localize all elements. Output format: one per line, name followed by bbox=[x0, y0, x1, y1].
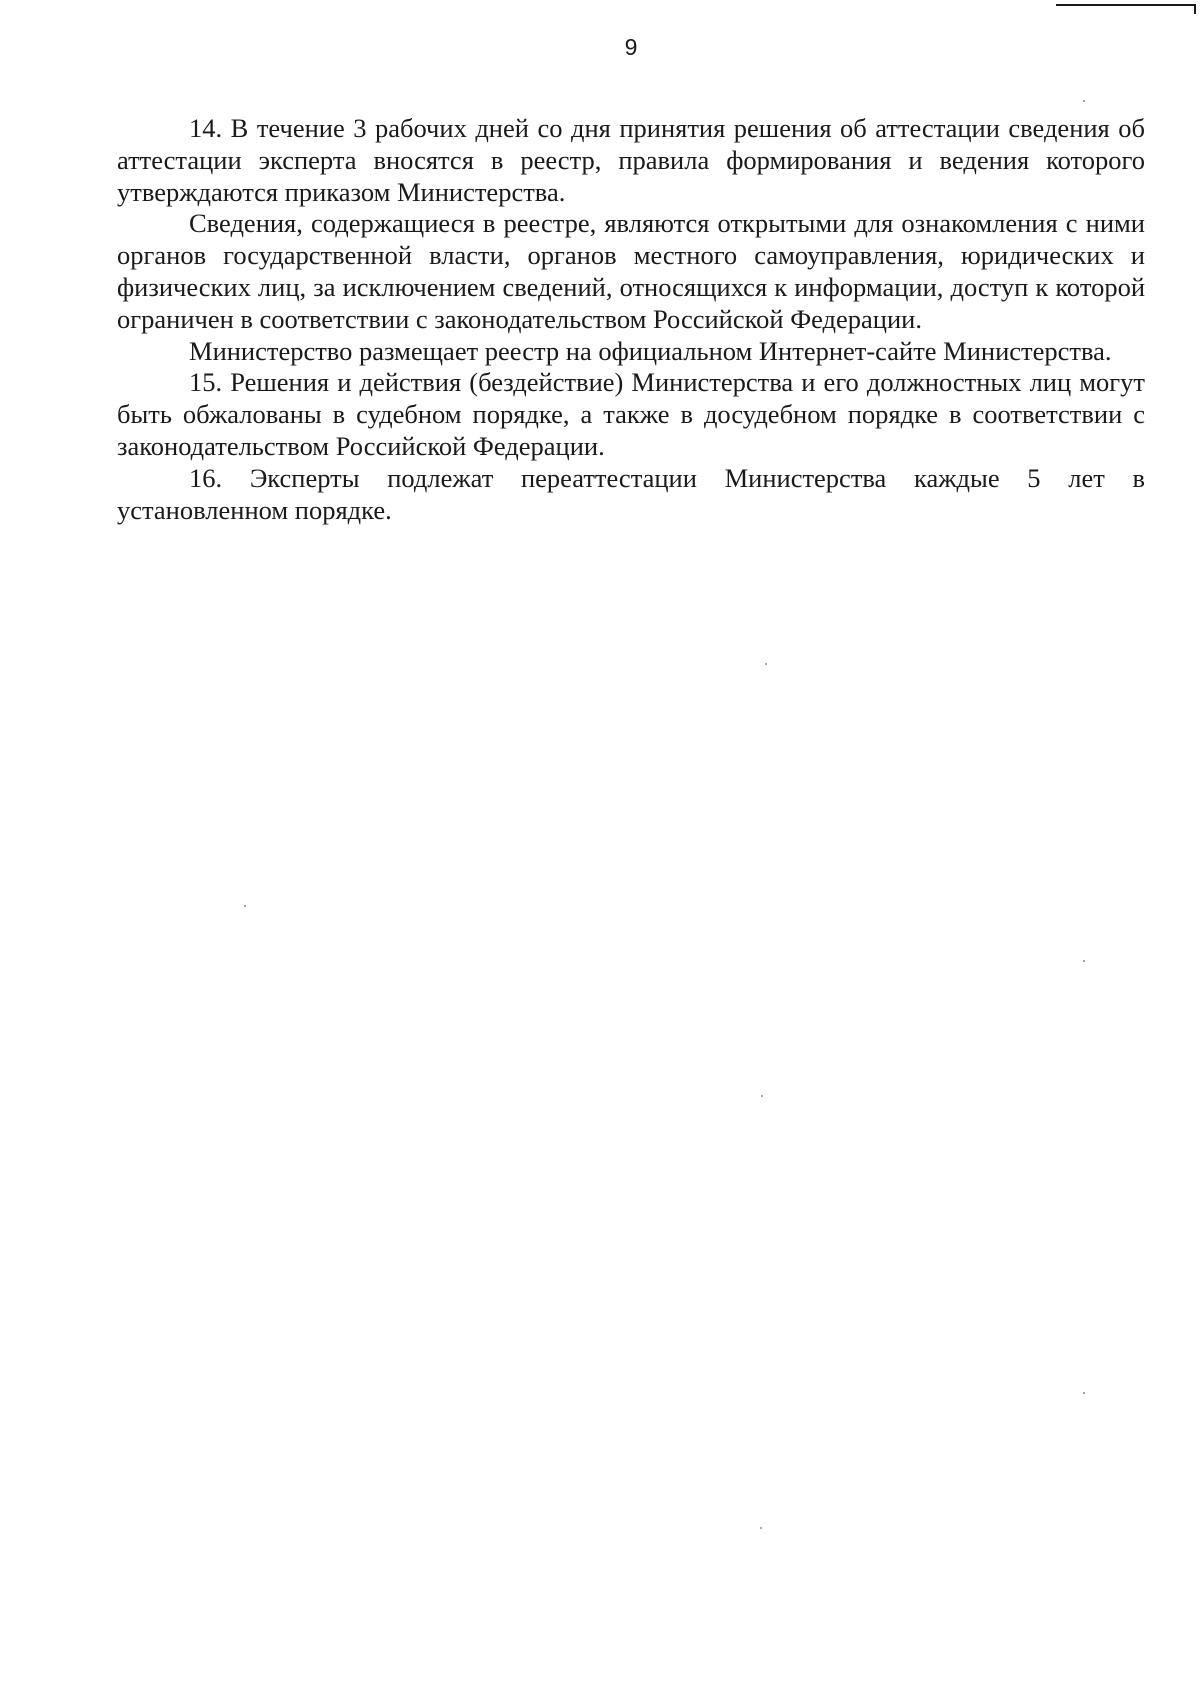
paragraph-registry-info: Сведения, содержащиеся в реестре, являются открытыми для ознакомления с ними органов государственной власти, органов местного самоуправления, юридических и физических лиц, за исключением сведений, относящихся к информации, доступ к которой ограничен в соответствии с законодательством Российской Федерации. bbox=[117, 208, 1145, 334]
scan-speck bbox=[761, 1095, 763, 1097]
scan-speck bbox=[765, 663, 767, 665]
scan-speck bbox=[1083, 1392, 1085, 1394]
scan-speck bbox=[244, 905, 246, 907]
paragraph-15: 15. Решения и действия (бездействие) Министерства и его должностных лиц могут быть обжалованы в судебном порядке, а также в досудебном порядке в соответствии с законодательством Российской Федерации. bbox=[117, 367, 1145, 461]
scan-speck bbox=[760, 1527, 762, 1529]
paragraph-16: 16. Эксперты подлежат переаттестации Министерства каждые 5 лет в установленном порядке. bbox=[117, 462, 1145, 525]
scan-edge-mark bbox=[1056, 4, 1196, 6]
paragraph-14: 14. В течение 3 рабочих дней со дня принятия решения об аттестации сведения об аттестации эксперта вносятся в реестр, правила формирования и ведения которого утверждаются приказом Министерства. bbox=[117, 113, 1145, 207]
scan-edge-tick bbox=[1194, 4, 1196, 14]
scan-speck bbox=[1083, 960, 1085, 962]
paragraph-registry-publication: Министерство размещает реестр на официальном Интернет-сайте Министерства. bbox=[189, 335, 1112, 366]
page-number: 9 bbox=[624, 34, 638, 60]
scan-speck bbox=[1083, 100, 1085, 102]
document-body bbox=[117, 113, 1145, 526]
